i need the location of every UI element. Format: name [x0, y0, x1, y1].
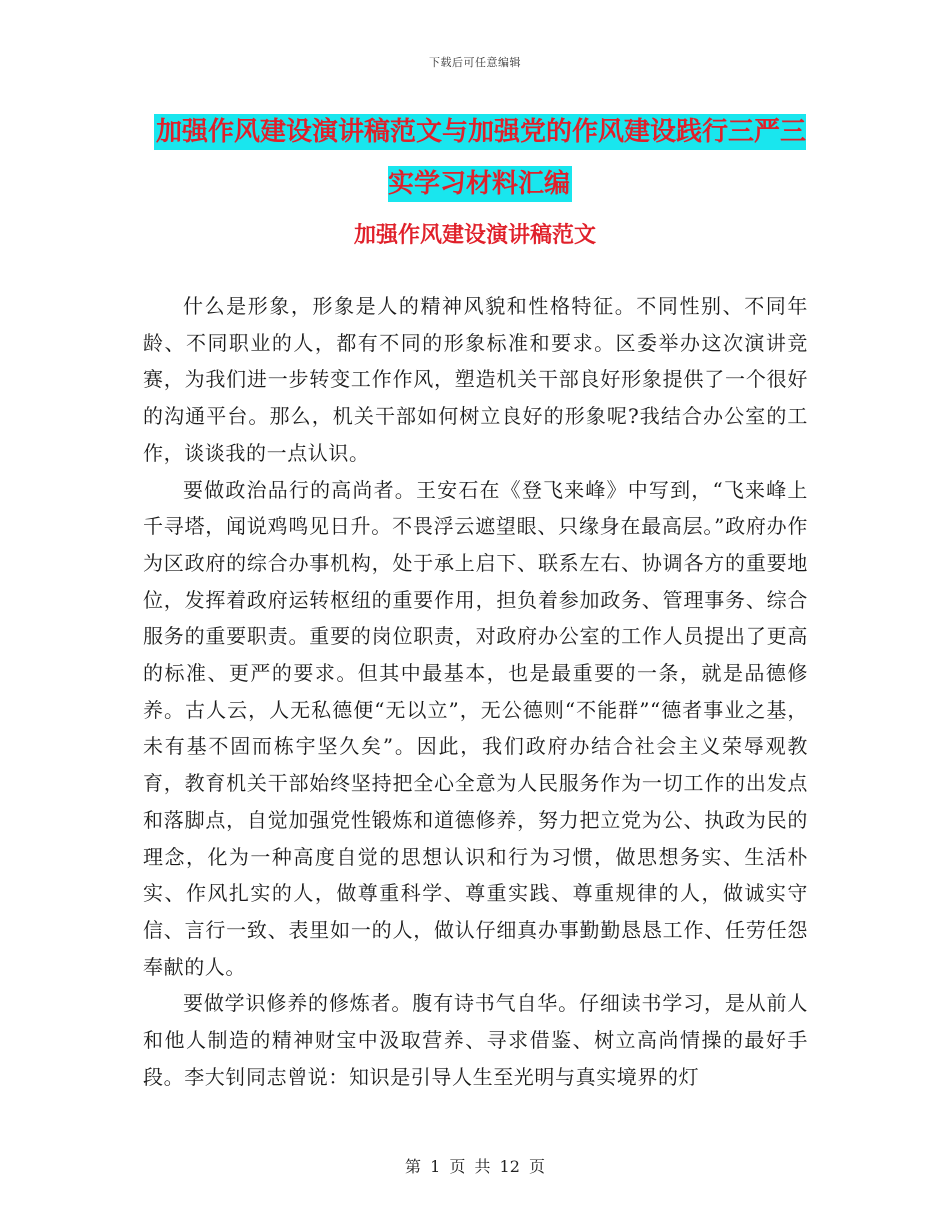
section-title: 加强作风建设演讲稿范文 [353, 222, 596, 248]
paragraph: 什么是形象，形象是人的精神风貌和性格特征。不同性别、不同年龄、不同职业的人，都有不同的形象标准和要求。区委举办这次演讲竞赛，为我们进一步转变工作作风，塑造机关干部良好形象提供了一个很好的沟通平台。那么，机关干部如何树立良好的形象呢?我结合办公室的工作，谈谈我的一点认识。 [143, 294, 808, 465]
page-number-footer: 第 1 页 共 12 页 [405, 1157, 545, 1176]
body-text [143, 288, 808, 1095]
paragraph: 要做学识修养的修炼者。腹有诗书气自华。仔细读书学习，是从前人和他人制造的精神财宝中汲取营养、寻求借鉴、树立高尚情操的最好手段。李大钊同志曾说：知识是引导人生至光明与真实境界的灯 [143, 991, 808, 1089]
paragraph: 要做政治品行的高尚者。王安石在《登飞来峰》中写到，“飞来峰上千寻塔，闻说鸡鸣见日升。不畏浮云遮望眼、只缘身在最高层。”政府办作为区政府的综合办事机构，处于承上启下、联系左右、协调各方的重要地位，发挥着政府运转枢纽的重要作用，担负着参加政务、管理事务、综合服务的重要职责。重要的岗位职责，对政府办公室的工作人员提出了更高的标准、更严的要求。但其中最基本，也是最重要的一条，就是品德修养。古人云，人无私德便“无以立”，无公德则“不能群”“德者事业之基，未有基不固而栋宇坚久矣”。因此，我们政府办结合社会主义荣辱观教育，教育机关干部始终坚持把全心全意为人民服务作为一切工作的出发点和落脚点，自觉加强党性锻炼和道德修养，努力把立党为公、执政为民的理念，化为一种高度自觉的思想认识和行为习惯，做思想务实、生活朴实、作风扎实的人，做尊重科学、尊重实践、尊重规律的人，做诚实守信、言行一致、表里如一的人，做认仔细真办事勤勤恳恳工作、任劳任怨奉献的人。 [143, 477, 808, 979]
document-title [150, 106, 810, 210]
document-title-text: 加强作风建设演讲稿范文与加强党的作风建设践行三严三实学习材料汇编 [154, 114, 806, 202]
page-header-note: 下载后可任意编辑 [429, 56, 521, 69]
